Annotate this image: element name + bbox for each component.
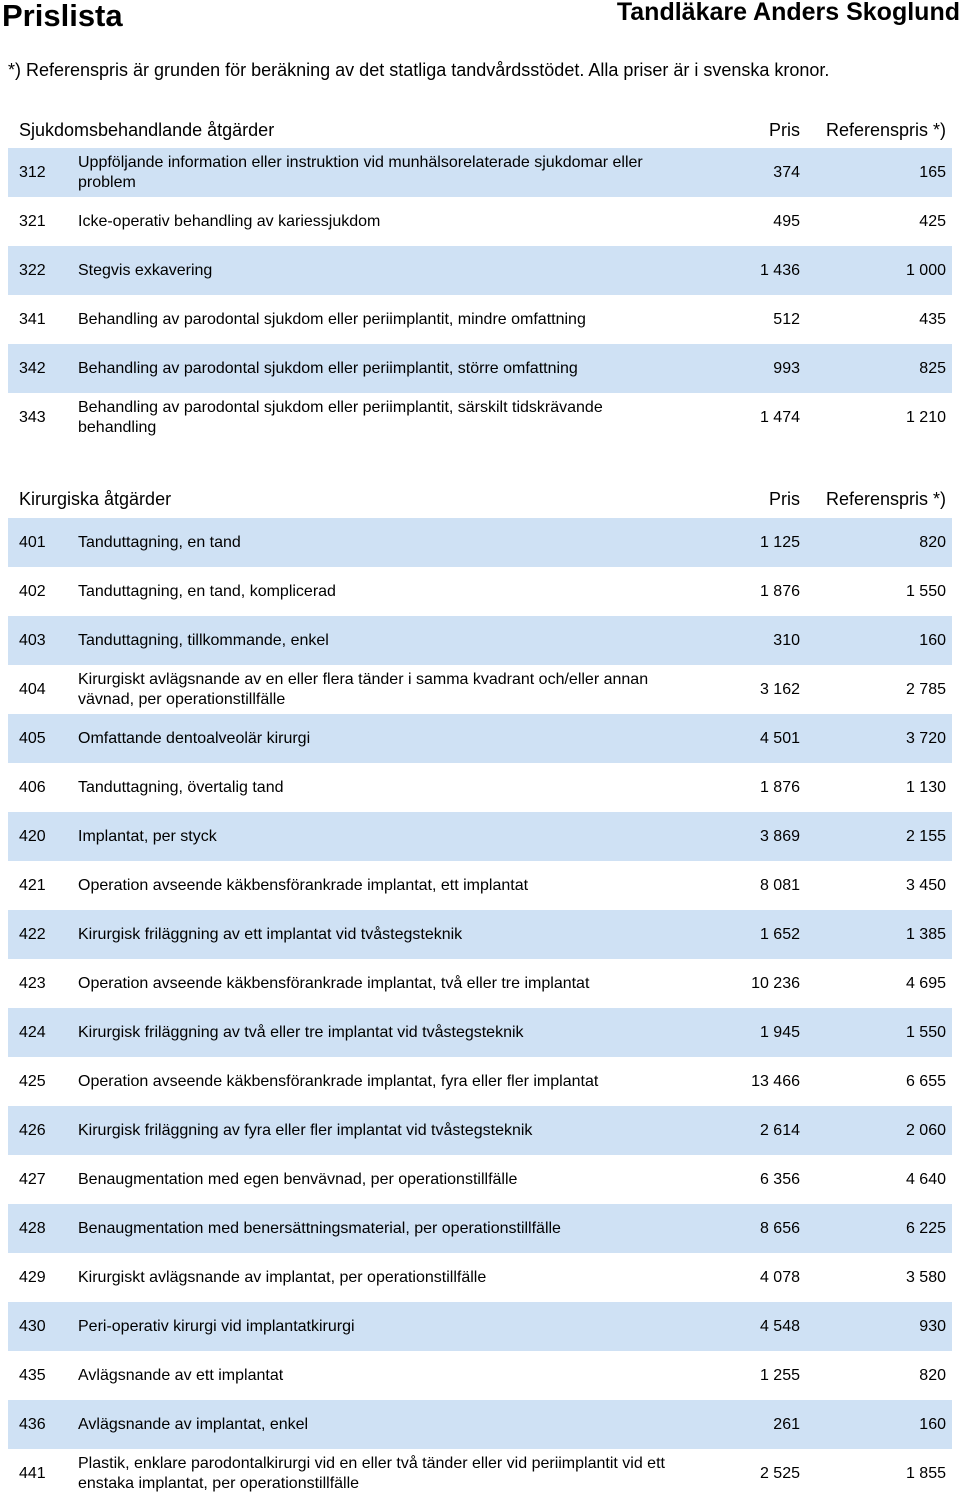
row-description: Tanduttagning, övertalig tand — [78, 778, 284, 796]
row-reference-price: 1 130 — [905, 779, 946, 796]
row-description: Peri-operativ kirurgi vid implantatkirurgi — [78, 1317, 355, 1335]
row-description: Icke-operativ behandling av kariessjukdom — [78, 212, 381, 230]
row-price: 993 — [773, 360, 800, 377]
row-description: Benaugmentation med benersättningsmaterial, per operationstillfälle — [78, 1219, 561, 1237]
row-reference-price: 3 450 — [905, 877, 946, 894]
row-price: 1 436 — [759, 262, 800, 279]
row-price: 8 081 — [759, 877, 800, 894]
row-reference-price: 160 — [919, 632, 946, 649]
reference-price-column-header: Referenspris *) — [825, 120, 946, 140]
table-row — [8, 1008, 952, 1057]
row-reference-price: 1 855 — [905, 1465, 946, 1482]
row-description: Benaugmentation med egen benvävnad, per operationstillfälle — [78, 1170, 518, 1188]
row-code: 312 — [19, 164, 46, 181]
row-description: Tanduttagning, en tand — [78, 533, 241, 551]
row-description: Stegvis exkavering — [78, 261, 213, 279]
row-code: 343 — [19, 409, 46, 426]
row-description: Tanduttagning, en tand, komplicerad — [78, 582, 336, 600]
row-code: 321 — [19, 213, 46, 230]
table-row — [8, 1449, 952, 1498]
row-price: 1 876 — [759, 583, 800, 600]
row-price: 1 255 — [759, 1367, 800, 1384]
row-code: 441 — [19, 1465, 46, 1482]
surgery-price-table — [8, 518, 952, 1498]
row-description: Behandling av parodontal sjukdom eller periimplantit, särskilt tidskrävande behandling — [78, 398, 603, 436]
row-description: Avlägsnande av implantat, enkel — [78, 1415, 309, 1433]
row-code: 425 — [19, 1073, 46, 1090]
row-code: 405 — [19, 730, 46, 747]
row-description: Plastik, enklare parodontalkirurgi vid en eller två tänder eller vid periimplantit vid ett enstaka implantat, per operationstillfälle — [78, 1454, 665, 1492]
row-description: Behandling av parodontal sjukdom eller periimplantit, större omfattning — [78, 359, 578, 377]
row-price: 13 466 — [751, 1073, 800, 1090]
table-row — [8, 1400, 952, 1449]
row-price: 261 — [773, 1416, 800, 1433]
row-description: Operation avseende käkbensförankrade implantat, två eller tre implantat — [78, 974, 590, 992]
table-row — [8, 812, 952, 861]
reference-price-column-header: Referenspris *) — [825, 489, 946, 509]
row-reference-price: 825 — [919, 360, 946, 377]
row-price: 8 656 — [759, 1220, 800, 1237]
row-price: 4 548 — [759, 1318, 800, 1335]
row-description: Kirurgiskt avlägsnande av implantat, per operationstillfälle — [78, 1268, 487, 1286]
row-reference-price: 6 655 — [905, 1073, 946, 1090]
row-code: 322 — [19, 262, 46, 279]
row-price: 3 869 — [759, 828, 800, 845]
row-price: 374 — [773, 164, 800, 181]
row-reference-price: 1 210 — [905, 409, 946, 426]
row-code: 430 — [19, 1318, 46, 1335]
row-code: 422 — [19, 926, 46, 943]
row-reference-price: 2 785 — [905, 681, 946, 698]
row-price: 3 162 — [759, 681, 800, 698]
table-row — [8, 567, 952, 616]
row-code: 421 — [19, 877, 46, 894]
row-description: Omfattande dentoalveolär kirurgi — [78, 729, 311, 747]
row-code: 402 — [19, 583, 46, 600]
row-description: Operation avseende käkbensförankrade implantat, fyra eller fler implantat — [78, 1072, 599, 1090]
price-column-header: Pris — [769, 120, 800, 140]
row-reference-price: 4 695 — [905, 975, 946, 992]
row-description: Avlägsnande av ett implantat — [78, 1366, 284, 1384]
table-row — [8, 616, 952, 665]
table-row — [8, 246, 952, 295]
price-column-header: Pris — [769, 489, 800, 509]
table-row — [8, 714, 952, 763]
section-title: Sjukdomsbehandlande åtgärder — [19, 120, 275, 140]
row-reference-price: 1 385 — [905, 926, 946, 943]
row-price: 10 236 — [751, 975, 800, 992]
table-row — [8, 1155, 952, 1204]
row-description: Kirurgisk friläggning av fyra eller fler implantat vid tvåstegsteknik — [78, 1121, 533, 1139]
row-reference-price: 425 — [919, 213, 946, 230]
table-row — [8, 861, 952, 910]
table-row — [8, 295, 952, 344]
row-description: Kirurgisk friläggning av två eller tre implantat vid tvåstegsteknik — [78, 1023, 524, 1041]
row-description: Tanduttagning, tillkommande, enkel — [78, 631, 329, 649]
row-description: Implantat, per styck — [78, 827, 217, 845]
table-row — [8, 1253, 952, 1302]
table-row — [8, 959, 952, 1008]
row-price: 1 945 — [759, 1024, 800, 1041]
row-code: 429 — [19, 1269, 46, 1286]
row-reference-price: 6 225 — [905, 1220, 946, 1237]
row-price: 512 — [773, 311, 800, 328]
row-reference-price: 820 — [919, 1367, 946, 1384]
table-row — [8, 1302, 952, 1351]
practice-name: Tandläkare Anders Skoglund — [616, 0, 960, 26]
row-code: 342 — [19, 360, 46, 377]
row-code: 404 — [19, 681, 46, 698]
row-price: 495 — [773, 213, 800, 230]
page-title: Prislista — [2, 0, 123, 33]
row-description: Kirurgiskt avlägsnande av en eller flera tänder i samma kvadrant och/eller annan vävnad, per operationstillfälle — [78, 670, 649, 708]
row-description: Kirurgisk friläggning av ett implantat vid tvåstegsteknik — [78, 925, 463, 943]
table-row — [8, 763, 952, 812]
row-code: 403 — [19, 632, 46, 649]
row-reference-price: 435 — [919, 311, 946, 328]
section-header-treatment — [8, 115, 952, 145]
row-reference-price: 4 640 — [905, 1171, 946, 1188]
row-price: 1 876 — [759, 779, 800, 796]
row-code: 406 — [19, 779, 46, 796]
row-price: 4 078 — [759, 1269, 800, 1286]
row-code: 427 — [19, 1171, 46, 1188]
row-reference-price: 2 155 — [905, 828, 946, 845]
row-code: 341 — [19, 311, 46, 328]
row-reference-price: 160 — [919, 1416, 946, 1433]
table-row — [8, 910, 952, 959]
row-code: 424 — [19, 1024, 46, 1041]
table-row — [8, 148, 952, 197]
row-code: 401 — [19, 534, 46, 551]
table-row — [8, 665, 952, 714]
section-header-surgery — [8, 484, 952, 514]
row-price: 2 614 — [759, 1122, 800, 1139]
table-row — [8, 1106, 952, 1155]
table-row — [8, 1204, 952, 1253]
row-reference-price: 1 550 — [905, 1024, 946, 1041]
row-reference-price: 165 — [919, 164, 946, 181]
row-price: 6 356 — [759, 1171, 800, 1188]
table-row — [8, 197, 952, 246]
row-code: 426 — [19, 1122, 46, 1139]
section-title: Kirurgiska åtgärder — [19, 489, 172, 509]
row-code: 428 — [19, 1220, 46, 1237]
row-reference-price: 820 — [919, 534, 946, 551]
row-reference-price: 3 580 — [905, 1269, 946, 1286]
row-description: Operation avseende käkbensförankrade implantat, ett implantat — [78, 876, 529, 894]
row-code: 436 — [19, 1416, 46, 1433]
row-code: 423 — [19, 975, 46, 992]
row-code: 420 — [19, 828, 46, 845]
row-price: 1 125 — [759, 534, 800, 551]
table-row — [8, 1057, 952, 1106]
treatment-price-table — [8, 148, 952, 442]
row-code: 435 — [19, 1367, 46, 1384]
table-row — [8, 1351, 952, 1400]
row-price: 310 — [773, 632, 800, 649]
row-price: 2 525 — [759, 1465, 800, 1482]
row-reference-price: 1 000 — [905, 262, 946, 279]
row-price: 4 501 — [759, 730, 800, 747]
row-reference-price: 2 060 — [905, 1122, 946, 1139]
reference-price-note: *) Referenspris är grunden för beräkning av det statliga tandvårdsstödet. Alla priser är i svenska kronor. — [8, 60, 830, 80]
row-reference-price: 930 — [919, 1318, 946, 1335]
row-description: Behandling av parodontal sjukdom eller periimplantit, mindre omfattning — [78, 310, 586, 328]
table-row — [8, 518, 952, 567]
table-row — [8, 344, 952, 393]
row-price: 1 652 — [759, 926, 800, 943]
row-price: 1 474 — [759, 409, 800, 426]
row-description: Uppföljande information eller instruktion vid munhälsorelaterade sjukdomar eller problem — [78, 153, 643, 191]
row-reference-price: 3 720 — [905, 730, 946, 747]
table-row — [8, 393, 952, 442]
row-reference-price: 1 550 — [905, 583, 946, 600]
